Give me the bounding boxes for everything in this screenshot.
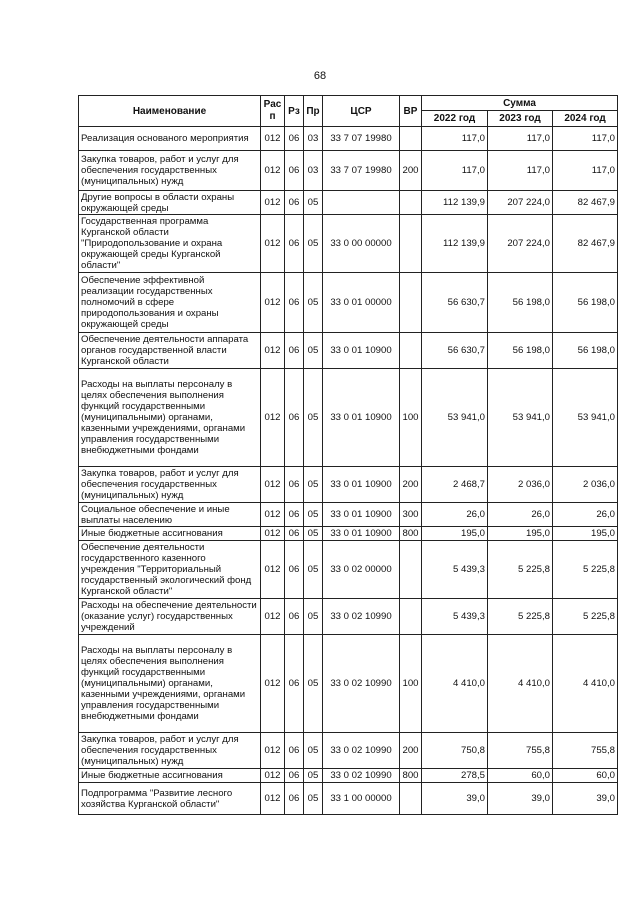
row-pr: 03 bbox=[304, 151, 323, 191]
row-sum-2023: 4 410,0 bbox=[488, 635, 553, 733]
row-csr: 33 0 01 10900 bbox=[323, 503, 400, 527]
header-2024: 2024 год bbox=[553, 111, 618, 127]
table-row bbox=[79, 783, 618, 815]
row-vr: 800 bbox=[400, 769, 422, 783]
table-row bbox=[79, 527, 618, 541]
row-sum-2023: 26,0 bbox=[488, 503, 553, 527]
row-sum-2023: 195,0 bbox=[488, 527, 553, 541]
row-rz: 06 bbox=[285, 127, 304, 151]
row-rasp: 012 bbox=[261, 635, 285, 733]
row-vr: 200 bbox=[400, 733, 422, 769]
row-sum-2024: 26,0 bbox=[553, 503, 618, 527]
row-rasp: 012 bbox=[261, 369, 285, 467]
row-vr: 100 bbox=[400, 369, 422, 467]
table-row bbox=[79, 769, 618, 783]
row-pr: 05 bbox=[304, 527, 323, 541]
row-sum-2022: 112 139,9 bbox=[422, 191, 488, 215]
row-csr: 33 0 01 00000 bbox=[323, 273, 400, 333]
row-name: Подпрограмма "Развитие лесного хозяйства Курганской области" bbox=[79, 783, 261, 815]
row-pr: 05 bbox=[304, 635, 323, 733]
row-sum-2023: 5 225,8 bbox=[488, 599, 553, 635]
row-name: Расходы на выплаты персоналу в целях обеспечения выполнения функций государственными (муниципальными) органами, казенными учреждениями, органами управления государственными внебюджетными фондами bbox=[79, 635, 261, 733]
row-sum-2024: 2 036,0 bbox=[553, 467, 618, 503]
table-row bbox=[79, 599, 618, 635]
page-number: 68 bbox=[313, 70, 327, 82]
row-csr: 33 1 00 00000 bbox=[323, 783, 400, 815]
row-name: Государственная программа Курганской области "Природопользование и охрана окружающей среды Курганской области" bbox=[79, 215, 261, 273]
header-rasp: Рас п bbox=[261, 96, 285, 127]
row-sum-2023: 60,0 bbox=[488, 769, 553, 783]
row-name: Закупка товаров, работ и услуг для обеспечения государственных (муниципальных) нужд bbox=[79, 467, 261, 503]
row-name: Закупка товаров, работ и услуг для обеспечения государственных (муниципальных) нужд bbox=[79, 733, 261, 769]
row-csr: 33 0 01 10900 bbox=[323, 527, 400, 541]
row-sum-2024: 195,0 bbox=[553, 527, 618, 541]
row-name: Социальное обеспечение и иные выплаты населению bbox=[79, 503, 261, 527]
row-sum-2022: 5 439,3 bbox=[422, 541, 488, 599]
row-pr: 05 bbox=[304, 599, 323, 635]
row-csr: 33 0 02 10990 bbox=[323, 733, 400, 769]
row-vr: 200 bbox=[400, 467, 422, 503]
row-sum-2022: 5 439,3 bbox=[422, 599, 488, 635]
table-row bbox=[79, 541, 618, 599]
row-sum-2022: 117,0 bbox=[422, 127, 488, 151]
row-sum-2024: 117,0 bbox=[553, 151, 618, 191]
row-rasp: 012 bbox=[261, 541, 285, 599]
row-sum-2024: 82 467,9 bbox=[553, 215, 618, 273]
header-vr: ВР bbox=[400, 96, 422, 127]
row-name: Расходы на выплаты персоналу в целях обеспечения выполнения функций государственными (муниципальными) органами, казенными учреждениями, органами управления государственными внебюджетными фондами bbox=[79, 369, 261, 467]
row-sum-2024: 117,0 bbox=[553, 127, 618, 151]
row-rz: 06 bbox=[285, 273, 304, 333]
row-sum-2022: 56 630,7 bbox=[422, 273, 488, 333]
row-vr bbox=[400, 541, 422, 599]
table-row bbox=[79, 191, 618, 215]
row-rz: 06 bbox=[285, 733, 304, 769]
row-csr bbox=[323, 191, 400, 215]
table-row bbox=[79, 467, 618, 503]
row-csr: 33 0 02 00000 bbox=[323, 541, 400, 599]
row-rasp: 012 bbox=[261, 333, 285, 369]
row-pr: 05 bbox=[304, 769, 323, 783]
header-sum: Сумма bbox=[422, 96, 618, 111]
table-row bbox=[79, 635, 618, 733]
row-sum-2024: 755,8 bbox=[553, 733, 618, 769]
header-rz: Рз bbox=[285, 96, 304, 127]
budget-table bbox=[78, 95, 618, 815]
row-sum-2023: 56 198,0 bbox=[488, 333, 553, 369]
row-sum-2022: 195,0 bbox=[422, 527, 488, 541]
row-sum-2023: 5 225,8 bbox=[488, 541, 553, 599]
header-2023: 2023 год bbox=[488, 111, 553, 127]
row-pr: 05 bbox=[304, 333, 323, 369]
row-rasp: 012 bbox=[261, 467, 285, 503]
row-name: Обеспечение деятельности государственного казенного учреждения "Территориальный государственный экологический фонд Курганской области" bbox=[79, 541, 261, 599]
row-pr: 05 bbox=[304, 783, 323, 815]
row-vr bbox=[400, 127, 422, 151]
row-sum-2023: 207 224,0 bbox=[488, 215, 553, 273]
row-pr: 05 bbox=[304, 369, 323, 467]
row-sum-2022: 2 468,7 bbox=[422, 467, 488, 503]
row-sum-2024: 60,0 bbox=[553, 769, 618, 783]
table-row bbox=[79, 733, 618, 769]
row-vr bbox=[400, 273, 422, 333]
row-pr: 05 bbox=[304, 503, 323, 527]
row-name: Другие вопросы в области охраны окружающей среды bbox=[79, 191, 261, 215]
row-name: Реализация основаного мероприятия bbox=[79, 127, 261, 151]
row-name: Обеспечение деятельности аппарата органов государственной власти Курганской области bbox=[79, 333, 261, 369]
row-sum-2024: 53 941,0 bbox=[553, 369, 618, 467]
row-vr: 100 bbox=[400, 635, 422, 733]
row-rasp: 012 bbox=[261, 733, 285, 769]
row-pr: 05 bbox=[304, 215, 323, 273]
header-name: Наименование bbox=[79, 96, 261, 127]
row-sum-2024: 5 225,8 bbox=[553, 599, 618, 635]
row-sum-2022: 278,5 bbox=[422, 769, 488, 783]
table-row bbox=[79, 215, 618, 273]
row-vr bbox=[400, 783, 422, 815]
row-sum-2024: 56 198,0 bbox=[553, 333, 618, 369]
table-row bbox=[79, 333, 618, 369]
row-rasp: 012 bbox=[261, 127, 285, 151]
row-sum-2022: 4 410,0 bbox=[422, 635, 488, 733]
row-rz: 06 bbox=[285, 215, 304, 273]
row-vr bbox=[400, 599, 422, 635]
row-rasp: 012 bbox=[261, 503, 285, 527]
row-vr bbox=[400, 215, 422, 273]
row-pr: 05 bbox=[304, 467, 323, 503]
row-sum-2023: 207 224,0 bbox=[488, 191, 553, 215]
row-rz: 06 bbox=[285, 635, 304, 733]
row-pr: 03 bbox=[304, 127, 323, 151]
row-rz: 06 bbox=[285, 333, 304, 369]
row-rz: 06 bbox=[285, 527, 304, 541]
table-row bbox=[79, 503, 618, 527]
row-rz: 06 bbox=[285, 503, 304, 527]
row-csr: 33 7 07 19980 bbox=[323, 151, 400, 191]
row-csr: 33 0 02 10990 bbox=[323, 769, 400, 783]
row-rz: 06 bbox=[285, 191, 304, 215]
row-sum-2022: 39,0 bbox=[422, 783, 488, 815]
row-rasp: 012 bbox=[261, 783, 285, 815]
row-csr: 33 7 07 19980 bbox=[323, 127, 400, 151]
row-sum-2023: 117,0 bbox=[488, 151, 553, 191]
row-rz: 06 bbox=[285, 599, 304, 635]
table-row bbox=[79, 369, 618, 467]
row-name: Закупка товаров, работ и услуг для обеспечения государственных (муниципальных) нужд bbox=[79, 151, 261, 191]
row-csr: 33 0 00 00000 bbox=[323, 215, 400, 273]
row-sum-2022: 56 630,7 bbox=[422, 333, 488, 369]
row-rz: 06 bbox=[285, 541, 304, 599]
row-sum-2023: 755,8 bbox=[488, 733, 553, 769]
table-row bbox=[79, 151, 618, 191]
row-name: Обеспечение эффективной реализации государственных полномочий в сфере природопользования и охраны окружающей среды bbox=[79, 273, 261, 333]
row-pr: 05 bbox=[304, 541, 323, 599]
row-sum-2023: 39,0 bbox=[488, 783, 553, 815]
row-sum-2022: 26,0 bbox=[422, 503, 488, 527]
row-sum-2023: 117,0 bbox=[488, 127, 553, 151]
row-csr: 33 0 02 10990 bbox=[323, 599, 400, 635]
row-sum-2022: 53 941,0 bbox=[422, 369, 488, 467]
row-pr: 05 bbox=[304, 191, 323, 215]
row-rz: 06 bbox=[285, 151, 304, 191]
row-rasp: 012 bbox=[261, 151, 285, 191]
header-2022: 2022 год bbox=[422, 111, 488, 127]
row-rasp: 012 bbox=[261, 273, 285, 333]
row-rasp: 012 bbox=[261, 191, 285, 215]
row-pr: 05 bbox=[304, 273, 323, 333]
row-csr: 33 0 01 10900 bbox=[323, 333, 400, 369]
table-row bbox=[79, 127, 618, 151]
row-sum-2024: 82 467,9 bbox=[553, 191, 618, 215]
row-csr: 33 0 01 10900 bbox=[323, 467, 400, 503]
row-csr: 33 0 02 10990 bbox=[323, 635, 400, 733]
row-sum-2022: 750,8 bbox=[422, 733, 488, 769]
row-sum-2022: 117,0 bbox=[422, 151, 488, 191]
header-csr: ЦСР bbox=[323, 96, 400, 127]
header-pr: Пр bbox=[304, 96, 323, 127]
row-vr: 200 bbox=[400, 151, 422, 191]
row-sum-2024: 4 410,0 bbox=[553, 635, 618, 733]
row-rz: 06 bbox=[285, 369, 304, 467]
row-vr: 300 bbox=[400, 503, 422, 527]
row-sum-2023: 56 198,0 bbox=[488, 273, 553, 333]
row-rasp: 012 bbox=[261, 527, 285, 541]
row-sum-2023: 53 941,0 bbox=[488, 369, 553, 467]
row-vr bbox=[400, 333, 422, 369]
row-rasp: 012 bbox=[261, 599, 285, 635]
row-rasp: 012 bbox=[261, 769, 285, 783]
row-rz: 06 bbox=[285, 769, 304, 783]
table-row bbox=[79, 273, 618, 333]
row-sum-2024: 5 225,8 bbox=[553, 541, 618, 599]
row-sum-2022: 112 139,9 bbox=[422, 215, 488, 273]
row-pr: 05 bbox=[304, 733, 323, 769]
row-vr: 800 bbox=[400, 527, 422, 541]
row-csr: 33 0 01 10900 bbox=[323, 369, 400, 467]
row-name: Иные бюджетные ассигнования bbox=[79, 769, 261, 783]
row-rz: 06 bbox=[285, 783, 304, 815]
row-sum-2023: 2 036,0 bbox=[488, 467, 553, 503]
row-rz: 06 bbox=[285, 467, 304, 503]
row-rasp: 012 bbox=[261, 215, 285, 273]
row-sum-2024: 39,0 bbox=[553, 783, 618, 815]
row-name: Иные бюджетные ассигнования bbox=[79, 527, 261, 541]
row-sum-2024: 56 198,0 bbox=[553, 273, 618, 333]
row-vr bbox=[400, 191, 422, 215]
row-name: Расходы на обеспечение деятельности (оказание услуг) государственных учреждений bbox=[79, 599, 261, 635]
